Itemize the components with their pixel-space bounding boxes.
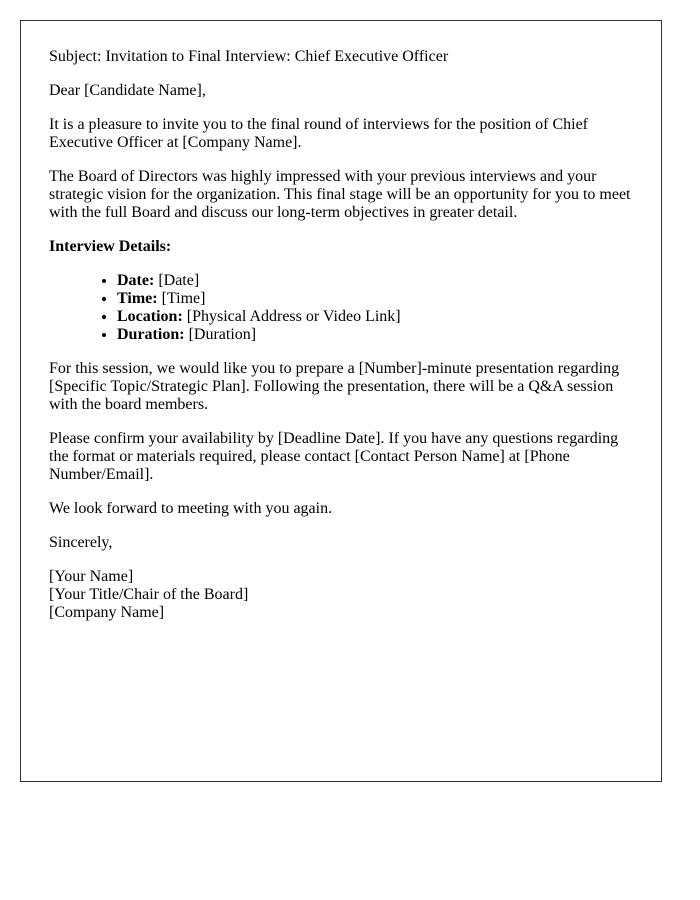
intro-paragraph: It is a pleasure to invite you to the final round of interviews for the position of Chief Executive Officer at [Company Name]. bbox=[49, 116, 588, 151]
subject-line: Subject: Invitation to Final Interview: Chief Executive Officer bbox=[49, 48, 449, 65]
detail-value: [Physical Address or Video Link] bbox=[182, 308, 401, 325]
signature-block bbox=[49, 568, 633, 622]
letter bbox=[20, 20, 662, 782]
detail-label: Date: bbox=[117, 272, 155, 289]
detail-label: Duration: bbox=[117, 326, 185, 343]
greeting: Dear [Candidate Name], bbox=[49, 82, 206, 99]
detail-value: [Time] bbox=[157, 290, 206, 307]
detail-location bbox=[117, 308, 633, 326]
detail-time bbox=[117, 290, 633, 308]
signature-company: [Company Name] bbox=[49, 604, 165, 621]
signature-name: [Your Name] bbox=[49, 568, 134, 585]
signature-title: [Your Title/Chair of the Board] bbox=[49, 586, 249, 603]
confirm-paragraph: Please confirm your availability by [Deadline Date]. If you have any questions regarding the format or materials required, please contact [Contact Person Name] at [Phone Number/Email]. bbox=[49, 430, 619, 483]
detail-label: Time: bbox=[117, 290, 158, 307]
presentation-paragraph: For this session, we would like you to prepare a [Number]-minute presentation regarding [Specific Topic/Strategic Plan]. Following the presentation, there will be a Q&A session with the board members. bbox=[49, 360, 620, 413]
detail-date bbox=[117, 272, 633, 290]
details-list bbox=[49, 272, 633, 344]
look-forward-paragraph: We look forward to meeting with you again. bbox=[49, 500, 333, 517]
closing: Sincerely, bbox=[49, 534, 113, 551]
details-heading bbox=[49, 238, 633, 256]
details-heading-text: Interview Details: bbox=[49, 238, 172, 255]
detail-value: [Date] bbox=[154, 272, 200, 289]
detail-label: Location: bbox=[117, 308, 183, 325]
board-paragraph: The Board of Directors was highly impressed with your previous interviews and your strategic vision for the organization. This final stage will be an opportunity for you to meet with the full Board and discuss our long-term objectives in greater detail. bbox=[49, 168, 631, 221]
detail-duration bbox=[117, 326, 633, 344]
detail-value: [Duration] bbox=[184, 326, 257, 343]
